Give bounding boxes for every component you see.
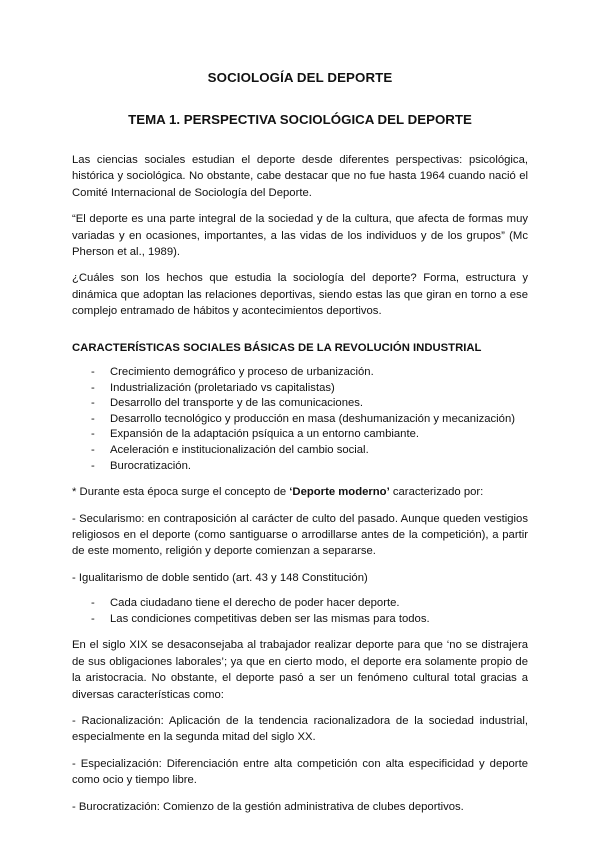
bureaucratization-paragraph: - Burocratización: Comienzo de la gestión administrativa de clubes deportivos. <box>72 800 464 813</box>
characteristics-list <box>72 365 528 474</box>
modern-sport-suffix: caracterizado por: <box>389 486 484 499</box>
quote-paragraph: “El deporte es una parte integral de la sociedad y de la cultura, que afecta de formas muy variadas y en ocasiones, importantes, a las vidas de los individuos y de los grupos” (Mc Pherson et al., 1989). <box>72 213 528 259</box>
list-item: - Industrialización (proletariado vs capitalistas) <box>91 381 528 397</box>
section-heading: CARACTERÍSTICAS SOCIALES BÁSICAS DE LA REVOLUCIÓN INDUSTRIAL <box>72 341 482 354</box>
document-title: SOCIOLOGÍA DEL DEPORTE <box>207 70 393 85</box>
egalitarianism-heading: - Igualitarismo de doble sentido (art. 43 y 148 Constitución) <box>72 571 368 584</box>
rationalization-paragraph: - Racionalización: Aplicación de la tendencia racionalizadora de la sociedad industrial, especialmente en la segunda mitad del siglo XX. <box>72 715 528 744</box>
list-item: - Las condiciones competitivas deben ser las mismas para todos. <box>91 612 528 628</box>
list-item: - Desarrollo del transporte y de las comunicaciones. <box>91 396 528 412</box>
egalitarianism-list <box>72 596 528 627</box>
list-item: - Expansión de la adaptación psíquica a un entorno cambiante. <box>91 427 528 443</box>
secularism-paragraph: - Secularismo: en contraposición al carácter de culto del pasado. Aunque queden vestigios religiosos en el deporte (como santiguarse o arrodillarse antes de la competición), a partir de este momento, religión y deporte comienzan a separarse. <box>72 512 528 558</box>
list-item: - Aceleración e institucionalización del cambio social. <box>91 443 528 459</box>
specialization-paragraph: - Especialización: Diferenciación entre alta competición con alta especificidad y deporte como ocio y tiempo libre. <box>72 757 528 787</box>
list-item: - Cada ciudadano tiene el derecho de poder hacer deporte. <box>91 596 528 612</box>
list-item: - Desarrollo tecnológico y producción en masa (deshumanización y mecanización) <box>91 412 528 428</box>
modern-sport-term: ‘Deporte moderno’ <box>289 486 390 499</box>
intro-paragraph: Las ciencias sociales estudian el deporte desde diferentes perspectivas: psicológica, histórica y sociológica. No obstante, cabe destacar que no fue hasta 1964 cuando nació el Comité Internacional de Sociología del Deporte. <box>72 154 528 199</box>
list-item: - Crecimiento demográfico y proceso de urbanización. <box>91 365 528 381</box>
document-subtitle: TEMA 1. PERSPECTIVA SOCIOLÓGICA DEL DEPORTE <box>128 112 472 127</box>
list-item: - Burocratización. <box>91 459 528 475</box>
question-paragraph: ¿Cuáles son los hechos que estudia la sociología del deporte? Forma, estructura y dinámica que adoptan las relaciones deportivas, siendo estas las que giran en torno a ese complejo entramado de hábitos y acontecimientos deportivos. <box>72 272 528 318</box>
modern-sport-prefix: * Durante esta época surge el concepto de <box>72 486 290 499</box>
nineteenth-century-paragraph: En el siglo XIX se desaconsejaba al trabajador realizar deporte para que ‘no se distrajera de sus obligaciones laborales’; ya que en cierto modo, el deporte era solamente propio de la aristocracia. No obstante, el deporte pasó a ser un fenómeno cultural total gracias a diversas características como: <box>72 639 528 701</box>
modern-sport-paragraph <box>72 484 528 500</box>
